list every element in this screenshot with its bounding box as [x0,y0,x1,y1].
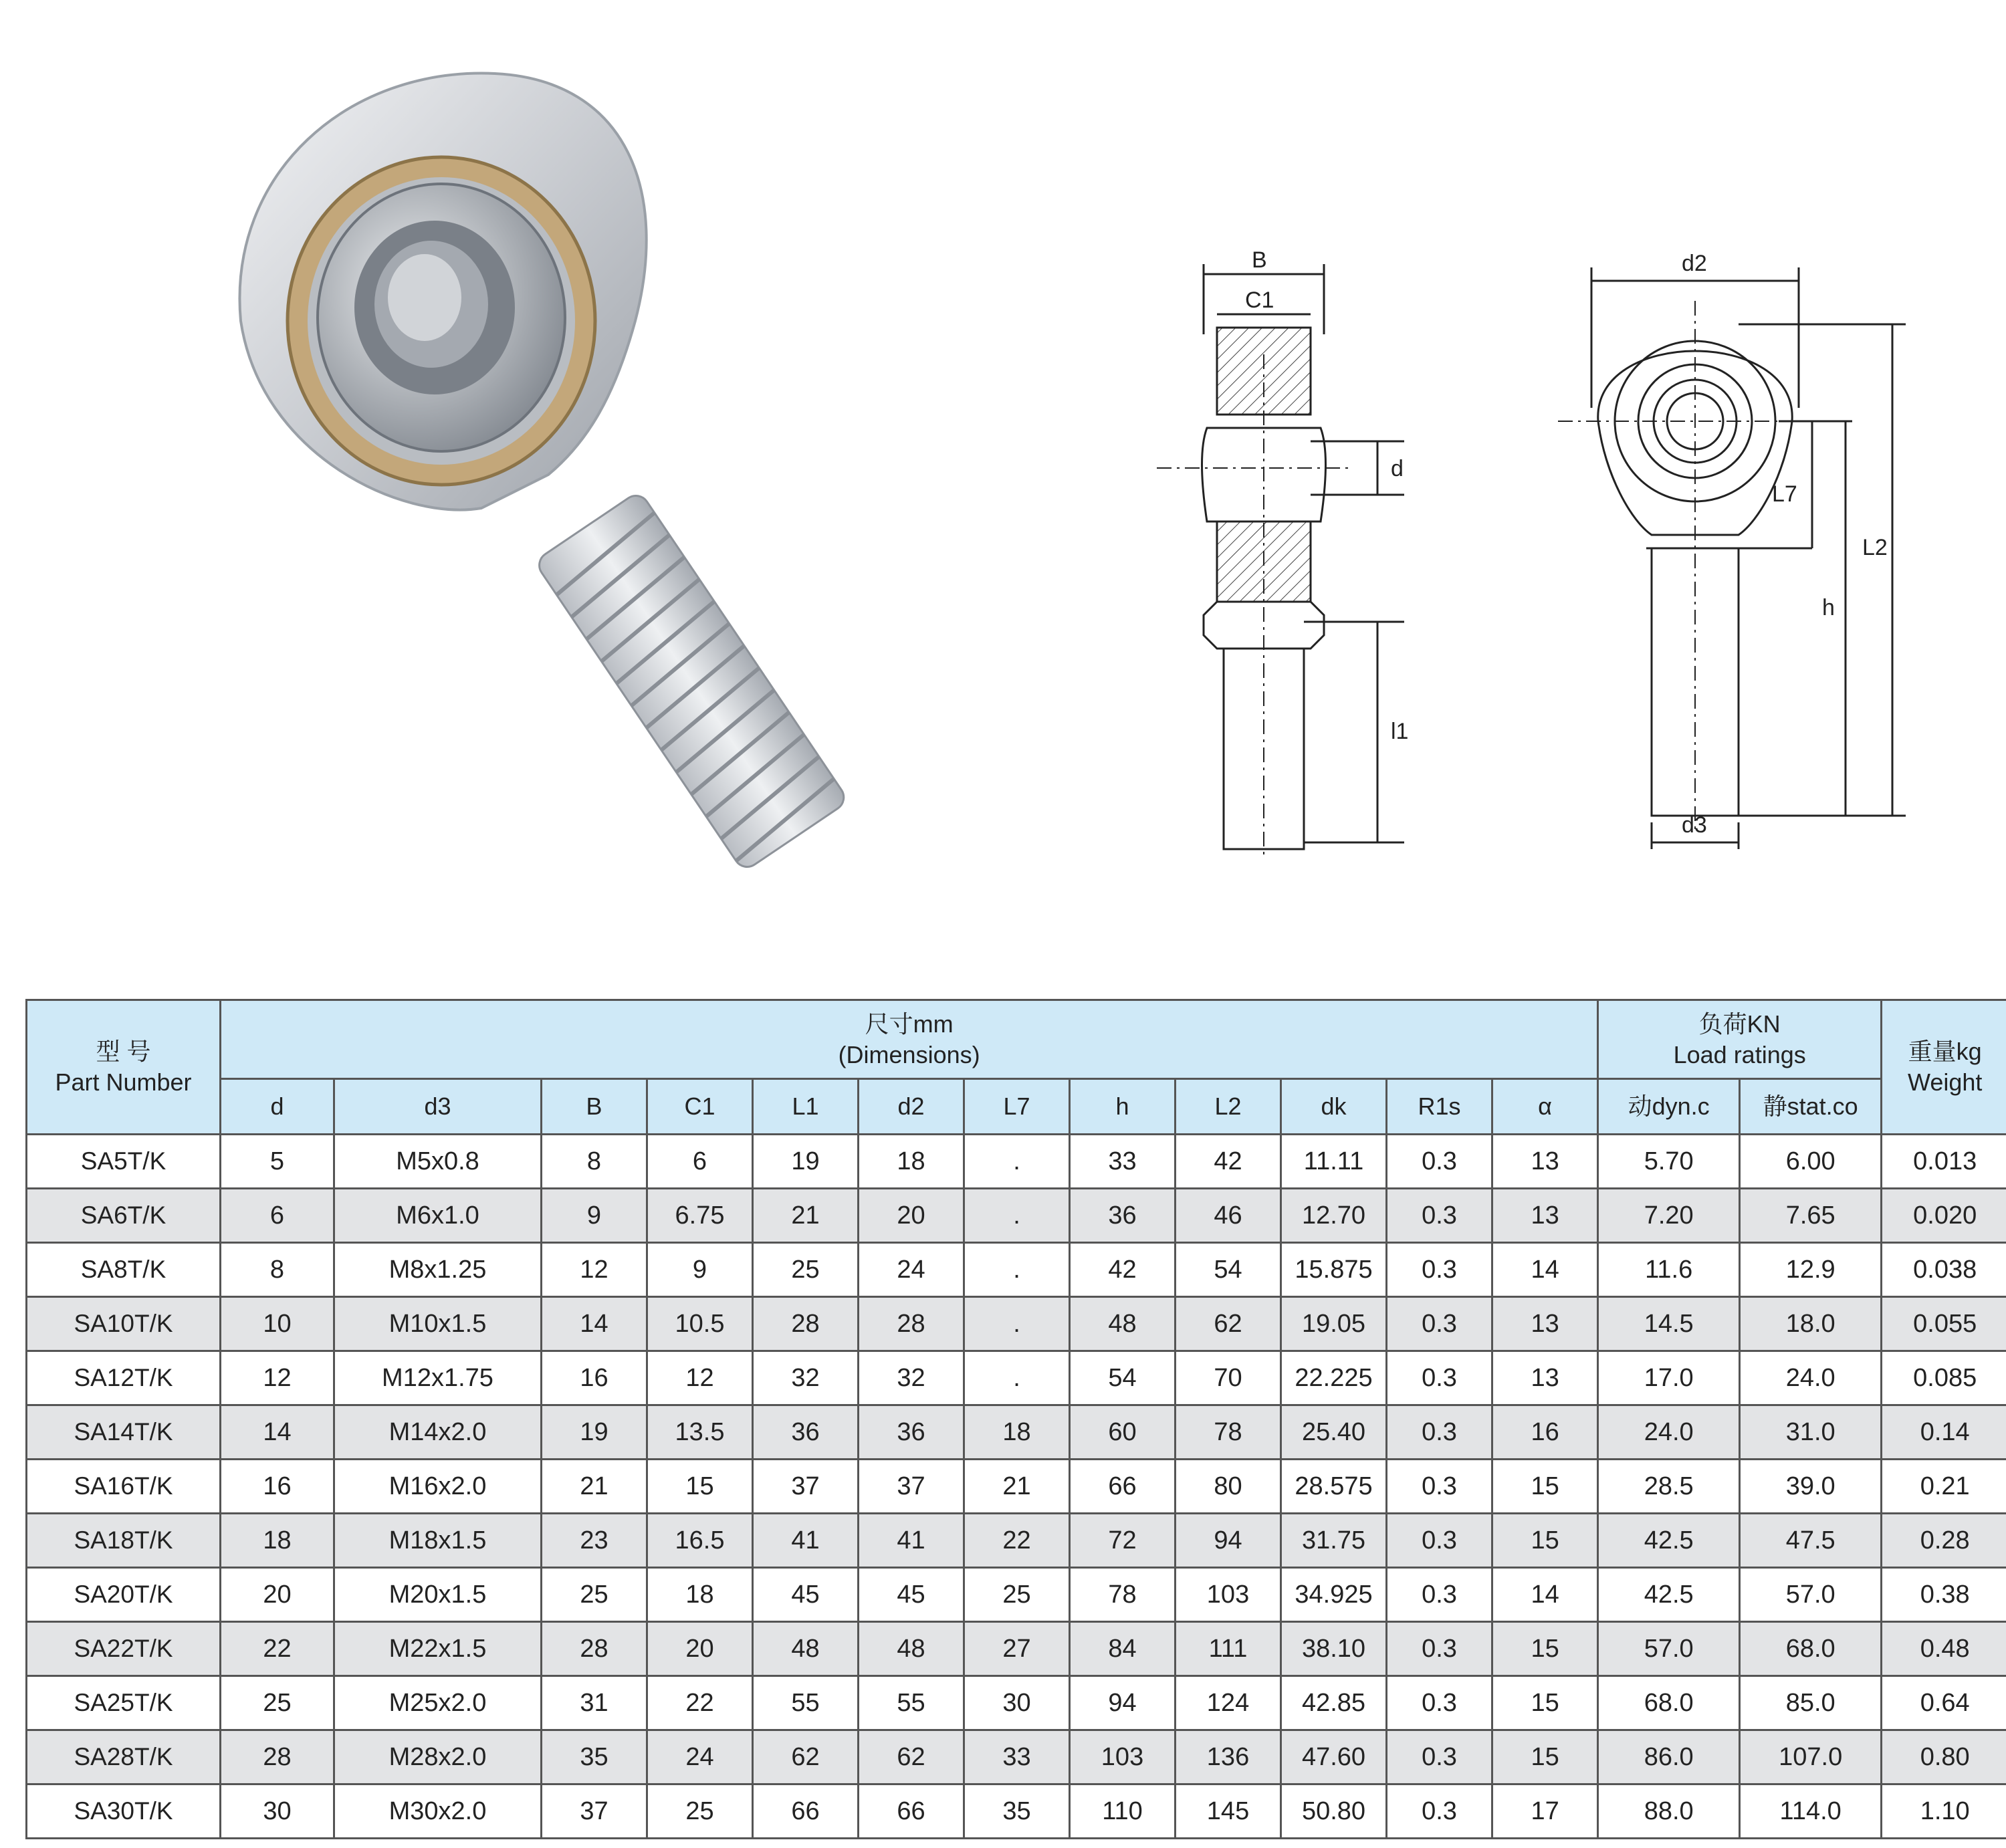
table-cell: 21 [753,1189,859,1243]
table-cell: 24 [647,1730,753,1784]
table-cell: 21 [964,1460,1070,1514]
table-cell: 25 [647,1784,753,1839]
table-cell: 0.3 [1387,1135,1492,1189]
table-cell: 41 [859,1514,964,1568]
table-cell: 32 [859,1351,964,1405]
table-cell: 114.0 [1740,1784,1882,1839]
table-cell: 0.3 [1387,1568,1492,1622]
table-cell: 107.0 [1740,1730,1882,1784]
table-cell: M25x2.0 [334,1676,542,1730]
label-l1: l1 [1391,719,1409,744]
table-cell: 54 [1176,1243,1281,1297]
table-cell: 84 [1070,1622,1176,1676]
table-cell: 94 [1070,1676,1176,1730]
part-number-cell: SA16T/K [27,1460,221,1514]
table-cell: M30x2.0 [334,1784,542,1839]
part-number-cell: SA14T/K [27,1405,221,1460]
col-header: B [542,1079,647,1135]
table-cell: 62 [753,1730,859,1784]
table-cell: 13 [1492,1135,1598,1189]
header-weight: 重量kg Weight [1882,1000,2006,1135]
table-cell: 110 [1070,1784,1176,1839]
table-cell: 12 [647,1351,753,1405]
table-row [27,1351,2006,1405]
col-header: α [1492,1079,1598,1135]
table-cell: 42 [1176,1135,1281,1189]
table-cell: 42.85 [1281,1676,1387,1730]
table-cell: 15 [1492,1460,1598,1514]
part-number-cell: SA25T/K [27,1676,221,1730]
table-cell: 20 [221,1568,334,1622]
table-cell: 12 [221,1351,334,1405]
table-cell: 47.5 [1740,1514,1882,1568]
table-cell: 0.3 [1387,1405,1492,1460]
table-cell: 18 [964,1405,1070,1460]
table-cell: 0.28 [1882,1514,2006,1568]
table-cell: 0.3 [1387,1297,1492,1351]
rod-end-photo [201,40,1036,883]
table-cell: 32 [753,1351,859,1405]
table-cell: 0.020 [1882,1189,2006,1243]
spec-table-body [27,1135,2006,1839]
table-cell: 57.0 [1598,1622,1740,1676]
table-cell: 35 [542,1730,647,1784]
table-cell: 38.10 [1281,1622,1387,1676]
table-cell: 34.925 [1281,1568,1387,1622]
table-cell: 6 [221,1189,334,1243]
table-cell: 42.5 [1598,1514,1740,1568]
table-row [27,1676,2006,1730]
table-cell: 28 [753,1297,859,1351]
table-cell: M18x1.5 [334,1514,542,1568]
table-cell: 8 [221,1243,334,1297]
table-cell: 54 [1070,1351,1176,1405]
table-cell: 78 [1070,1568,1176,1622]
table-cell: 103 [1070,1730,1176,1784]
table-cell: . [964,1297,1070,1351]
header-dimensions: 尺寸mm (Dimensions) [221,1000,1598,1079]
table-cell: 19 [542,1405,647,1460]
table-cell: 16 [542,1351,647,1405]
col-header: dk [1281,1079,1387,1135]
table-cell: M12x1.75 [334,1351,542,1405]
table-cell: 24.0 [1598,1405,1740,1460]
table-cell: 13 [1492,1297,1598,1351]
table-cell: 13 [1492,1351,1598,1405]
table-cell: 13.5 [647,1405,753,1460]
table-cell: M28x2.0 [334,1730,542,1784]
part-number-cell: SA30T/K [27,1784,221,1839]
table-cell: 55 [859,1676,964,1730]
table-cell: 72 [1070,1514,1176,1568]
table-cell: 0.3 [1387,1514,1492,1568]
table-cell: 18.0 [1740,1297,1882,1351]
table-cell: 25 [964,1568,1070,1622]
label-d: d [1391,456,1404,481]
table-cell: 0.64 [1882,1676,2006,1730]
table-cell: 28 [542,1622,647,1676]
table-cell: 47.60 [1281,1730,1387,1784]
table-cell: 136 [1176,1730,1281,1784]
part-number-cell: SA10T/K [27,1297,221,1351]
table-cell: 19.05 [1281,1297,1387,1351]
col-header: d3 [334,1079,542,1135]
table-cell: 15 [1492,1676,1598,1730]
table-cell: 15 [1492,1730,1598,1784]
table-cell: 0.48 [1882,1622,2006,1676]
table-cell: 0.3 [1387,1189,1492,1243]
table-cell: 78 [1176,1405,1281,1460]
table-cell: . [964,1189,1070,1243]
table-cell: 0.3 [1387,1676,1492,1730]
table-cell: 48 [859,1622,964,1676]
table-cell: 11.6 [1598,1243,1740,1297]
col-header: d [221,1079,334,1135]
table-cell: M22x1.5 [334,1622,542,1676]
table-cell: 37 [542,1784,647,1839]
table-cell: 12.70 [1281,1189,1387,1243]
table-cell: 10 [221,1297,334,1351]
table-cell: 103 [1176,1568,1281,1622]
table-cell: 36 [1070,1189,1176,1243]
table-cell: 80 [1176,1460,1281,1514]
table-cell: 16 [221,1460,334,1514]
table-cell: M14x2.0 [334,1405,542,1460]
table-cell: 57.0 [1740,1568,1882,1622]
table-cell: 30 [964,1676,1070,1730]
table-cell: 86.0 [1598,1730,1740,1784]
table-cell: 14.5 [1598,1297,1740,1351]
table-cell: 0.3 [1387,1784,1492,1839]
table-cell: 124 [1176,1676,1281,1730]
table-cell: 16.5 [647,1514,753,1568]
table-cell: 55 [753,1676,859,1730]
table-cell: 66 [1070,1460,1176,1514]
label-d2: d2 [1682,251,1707,276]
table-cell: 12.9 [1740,1243,1882,1297]
table-cell: 19 [753,1135,859,1189]
part-number-cell: SA8T/K [27,1243,221,1297]
table-cell: 28.5 [1598,1460,1740,1514]
table-cell: 85.0 [1740,1676,1882,1730]
table-cell: 22.225 [1281,1351,1387,1405]
table-cell: 0.085 [1882,1351,2006,1405]
front-view-drawing [1518,241,1932,856]
table-cell: 17 [1492,1784,1598,1839]
label-C1: C1 [1245,287,1274,313]
table-cell: 20 [647,1622,753,1676]
table-cell: 27 [964,1622,1070,1676]
table-row [27,1514,2006,1568]
table-cell: 9 [647,1243,753,1297]
header-load-ratings: 负荷KN Load ratings [1598,1000,1882,1079]
table-row [27,1622,2006,1676]
table-cell: 28.575 [1281,1460,1387,1514]
table-cell: 17.0 [1598,1351,1740,1405]
table-cell: 70 [1176,1351,1281,1405]
table-cell: 24.0 [1740,1351,1882,1405]
table-cell: M20x1.5 [334,1568,542,1622]
table-cell: 37 [753,1460,859,1514]
table-cell: 14 [1492,1243,1598,1297]
table-cell: 25 [221,1676,334,1730]
table-cell: 13 [1492,1189,1598,1243]
table-cell: 68.0 [1598,1676,1740,1730]
col-header: L1 [753,1079,859,1135]
col-header: d2 [859,1079,964,1135]
table-cell: 24 [859,1243,964,1297]
table-row [27,1405,2006,1460]
table-cell: 0.3 [1387,1351,1492,1405]
table-cell: 0.038 [1882,1243,2006,1297]
table-cell: 36 [753,1405,859,1460]
label-d3: d3 [1682,812,1707,838]
table-cell: 15.875 [1281,1243,1387,1297]
table-row [27,1568,2006,1622]
table-cell: . [964,1351,1070,1405]
table-cell: 30 [221,1784,334,1839]
table-cell: 60 [1070,1405,1176,1460]
table-cell: 31.0 [1740,1405,1882,1460]
table-cell: 6 [647,1135,753,1189]
table-cell: 45 [859,1568,964,1622]
table-cell: 5 [221,1135,334,1189]
table-cell: 18 [221,1514,334,1568]
table-cell: 46 [1176,1189,1281,1243]
table-cell: 10.5 [647,1297,753,1351]
table-row [27,1135,2006,1189]
table-cell: 39.0 [1740,1460,1882,1514]
table-cell: 62 [1176,1297,1281,1351]
table-cell: 23 [542,1514,647,1568]
table-cell: 15 [1492,1514,1598,1568]
table-cell: 22 [964,1514,1070,1568]
table-cell: 14 [542,1297,647,1351]
table-cell: 31 [542,1676,647,1730]
table-cell: 14 [221,1405,334,1460]
part-number-cell: SA22T/K [27,1622,221,1676]
table-cell: 22 [221,1622,334,1676]
col-header: 静stat.co [1740,1079,1882,1135]
table-cell: 0.21 [1882,1460,2006,1514]
table-cell: 62 [859,1730,964,1784]
table-cell: 37 [859,1460,964,1514]
sub-header-row [27,1079,2006,1135]
table-cell: 15 [647,1460,753,1514]
table-cell: 145 [1176,1784,1281,1839]
table-cell: 36 [859,1405,964,1460]
table-cell: 0.3 [1387,1622,1492,1676]
table-cell: 7.20 [1598,1189,1740,1243]
label-B: B [1252,247,1267,273]
table-cell: 0.3 [1387,1243,1492,1297]
table-cell: 50.80 [1281,1784,1387,1839]
table-cell: 25.40 [1281,1405,1387,1460]
part-number-cell: SA20T/K [27,1568,221,1622]
table-cell: 111 [1176,1622,1281,1676]
table-cell: 20 [859,1189,964,1243]
side-section-drawing [1150,241,1431,856]
table-cell: 6.00 [1740,1135,1882,1189]
table-row [27,1243,2006,1297]
table-cell: 9 [542,1189,647,1243]
table-cell: M10x1.5 [334,1297,542,1351]
table-row [27,1460,2006,1514]
table-cell: 42.5 [1598,1568,1740,1622]
label-h: h [1822,595,1835,620]
table-cell: M5x0.8 [334,1135,542,1189]
table-cell: 0.055 [1882,1297,2006,1351]
spec-table [25,999,2006,1839]
table-cell: 7.65 [1740,1189,1882,1243]
header-part-number: 型 号 Part Number [27,1000,221,1135]
table-cell: 5.70 [1598,1135,1740,1189]
label-L7: L7 [1772,481,1797,507]
table-cell: M16x2.0 [334,1460,542,1514]
table-cell: 25 [542,1568,647,1622]
table-cell: 0.14 [1882,1405,2006,1460]
table-cell: 45 [753,1568,859,1622]
table-cell: 15 [1492,1622,1598,1676]
table-cell: 35 [964,1784,1070,1839]
table-cell: 8 [542,1135,647,1189]
table-cell: 21 [542,1460,647,1514]
table-row [27,1189,2006,1243]
table-cell: 31.75 [1281,1514,1387,1568]
table-cell: 18 [859,1135,964,1189]
table-cell: 0.80 [1882,1730,2006,1784]
table-cell: 6.75 [647,1189,753,1243]
table-cell: . [964,1243,1070,1297]
table-cell: 25 [753,1243,859,1297]
table-cell: 0.3 [1387,1730,1492,1784]
col-header: 动dyn.c [1598,1079,1740,1135]
table-cell: M8x1.25 [334,1243,542,1297]
col-header: R1s [1387,1079,1492,1135]
table-cell: 66 [859,1784,964,1839]
table-cell: . [964,1135,1070,1189]
table-row [27,1297,2006,1351]
table-cell: 0.38 [1882,1568,2006,1622]
table-cell: 0.013 [1882,1135,2006,1189]
table-cell: 11.11 [1281,1135,1387,1189]
table-cell: M6x1.0 [334,1189,542,1243]
table-cell: 1.10 [1882,1784,2006,1839]
table-row [27,1784,2006,1839]
table-row [27,1730,2006,1784]
part-number-cell: SA5T/K [27,1135,221,1189]
table-cell: 28 [221,1730,334,1784]
table-cell: 28 [859,1297,964,1351]
table-cell: 41 [753,1514,859,1568]
part-number-cell: SA18T/K [27,1514,221,1568]
table-cell: 12 [542,1243,647,1297]
table-cell: 66 [753,1784,859,1839]
table-cell: 16 [1492,1405,1598,1460]
col-header: L2 [1176,1079,1281,1135]
table-cell: 68.0 [1740,1622,1882,1676]
table-cell: 88.0 [1598,1784,1740,1839]
part-number-cell: SA28T/K [27,1730,221,1784]
part-number-cell: SA12T/K [27,1351,221,1405]
table-cell: 22 [647,1676,753,1730]
col-header: L7 [964,1079,1070,1135]
table-cell: 94 [1176,1514,1281,1568]
col-header: h [1070,1079,1176,1135]
col-header: C1 [647,1079,753,1135]
part-number-cell: SA6T/K [27,1189,221,1243]
table-cell: 42 [1070,1243,1176,1297]
table-cell: 14 [1492,1568,1598,1622]
table-cell: 33 [1070,1135,1176,1189]
table-cell: 48 [1070,1297,1176,1351]
table-cell: 0.3 [1387,1460,1492,1514]
table-cell: 33 [964,1730,1070,1784]
label-L2: L2 [1862,535,1888,560]
table-cell: 48 [753,1622,859,1676]
table-cell: 18 [647,1568,753,1622]
